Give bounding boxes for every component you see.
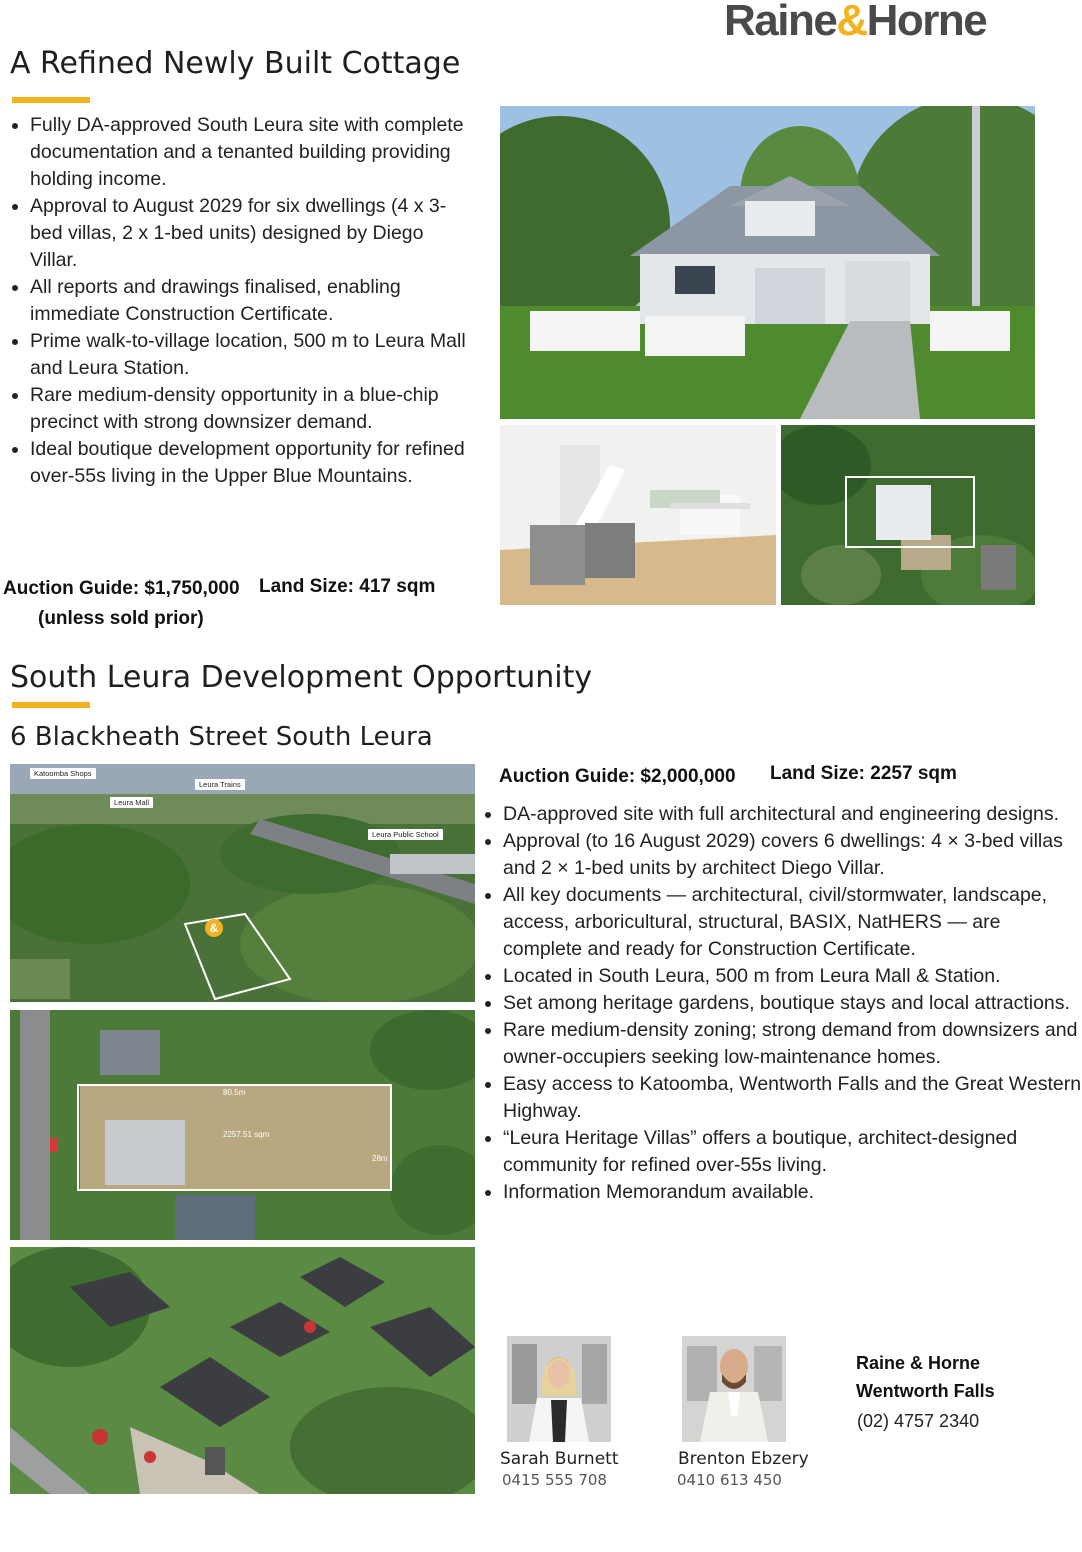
title-underline: [12, 702, 90, 708]
bullet-item: • All reports and drawings finalised, enabling immediate Construction Certificate.: [30, 274, 470, 328]
bullet-item: • Easy access to Katoomba, Wentworth Falls and the Great Western Highway.: [503, 1071, 1082, 1125]
listing1-auction-guide: Auction Guide: $1,750,000: [3, 578, 240, 599]
map-label-mall: Leura Mall: [110, 797, 153, 808]
logo-text-2: Horne: [866, 0, 987, 45]
map-label-trains: Leura Trains: [195, 779, 245, 790]
villas-render-photo: [10, 1247, 475, 1494]
listing2-auction-guide: Auction Guide: $2,000,000: [499, 766, 736, 787]
interior-photo: [500, 425, 776, 605]
bullet-item: • Approval (to 16 August 2029) covers 6 dwellings: 4 × 3-bed villas and 2 × 1-bed units by architect Diego Villar.: [503, 828, 1082, 882]
bullet-item: • Located in South Leura, 500 m from Leura Mall & Station.: [503, 963, 1082, 990]
site-overhead-photo: [10, 1010, 475, 1240]
brand-logo: [724, 0, 986, 46]
logo-ampersand: &: [836, 0, 867, 45]
site-width-label: 80.5m: [223, 1088, 246, 1097]
aerial-photo-small: [781, 425, 1035, 605]
listing2-title: South Leura Development Opportunity: [10, 660, 593, 695]
bullet-item: • “Leura Heritage Villas” offers a boutique, architect-designed community for refined over-55s living.: [503, 1125, 1082, 1179]
logo-text-1: Raine: [724, 0, 837, 45]
office-location: Wentworth Falls: [856, 1381, 995, 1401]
aerial-map-photo: [10, 764, 475, 1002]
bullet-item: • Information Memorandum available.: [503, 1179, 1082, 1206]
agent-name: Sarah Burnett: [500, 1449, 619, 1469]
agent-name: Brenton Ebzery: [678, 1449, 809, 1469]
office-name: Raine & Horne: [856, 1353, 981, 1373]
listing1-title: A Refined Newly Built Cottage: [10, 46, 461, 81]
agent-photo-sarah: [507, 1336, 611, 1442]
listing1-auction-note: (unless sold prior): [38, 608, 204, 629]
agent-phone[interactable]: 0410 613 450: [677, 1471, 782, 1489]
office-phone[interactable]: (02) 4757 2340: [857, 1411, 980, 1431]
bullet-item: • Ideal boutique development opportunity for refined over-55s living in the Upper Blue Mountains.: [30, 436, 470, 490]
bullet-item: • Fully DA-approved South Leura site with complete documentation and a tenanted building providing holding income.: [30, 112, 470, 193]
bullet-item: • Set among heritage gardens, boutique stays and local attractions.: [503, 990, 1082, 1017]
listing2-land-size: Land Size: 2257 sqm: [770, 763, 957, 784]
bullet-item: • Approval to August 2029 for six dwellings (4 x 3-bed villas, 2 x 1-bed units) designed by Diego Villar.: [30, 193, 470, 274]
map-label-school: Leura Public School: [368, 829, 443, 840]
listing1-bullets: [8, 112, 470, 490]
agent-phone[interactable]: 0415 555 708: [502, 1471, 607, 1489]
bullet-item: • Prime walk-to-village location, 500 m to Leura Mall and Leura Station.: [30, 328, 470, 382]
title-underline: [12, 97, 90, 103]
map-label-katoomba: Katoomba Shops: [30, 768, 96, 779]
bullet-item: • All key documents — architectural, civil/stormwater, landscape, access, arboricultural, structural, BASIX, NatHERS — are complete and ready for Construction Certificate.: [503, 882, 1082, 963]
site-depth-label: 28m: [372, 1154, 388, 1163]
listing1-land-size: Land Size: 417 sqm: [259, 576, 436, 597]
listing2-address: 6 Blackheath Street South Leura: [10, 722, 433, 752]
bullet-item: • Rare medium-density opportunity in a blue-chip precinct with strong downsizer demand.: [30, 382, 470, 436]
site-area-label: 2257.51 sqm: [223, 1130, 270, 1139]
map-pin-icon: &: [205, 919, 223, 937]
agent-photo-brenton: [682, 1336, 786, 1442]
listing2-bullets: [481, 801, 1082, 1206]
bullet-item: • Rare medium-density zoning; strong demand from downsizers and owner-occupiers seeking low-maintenance homes.: [503, 1017, 1082, 1071]
bullet-item: • DA-approved site with full architectural and engineering designs.: [503, 801, 1082, 828]
house-front-photo: [500, 106, 1035, 419]
